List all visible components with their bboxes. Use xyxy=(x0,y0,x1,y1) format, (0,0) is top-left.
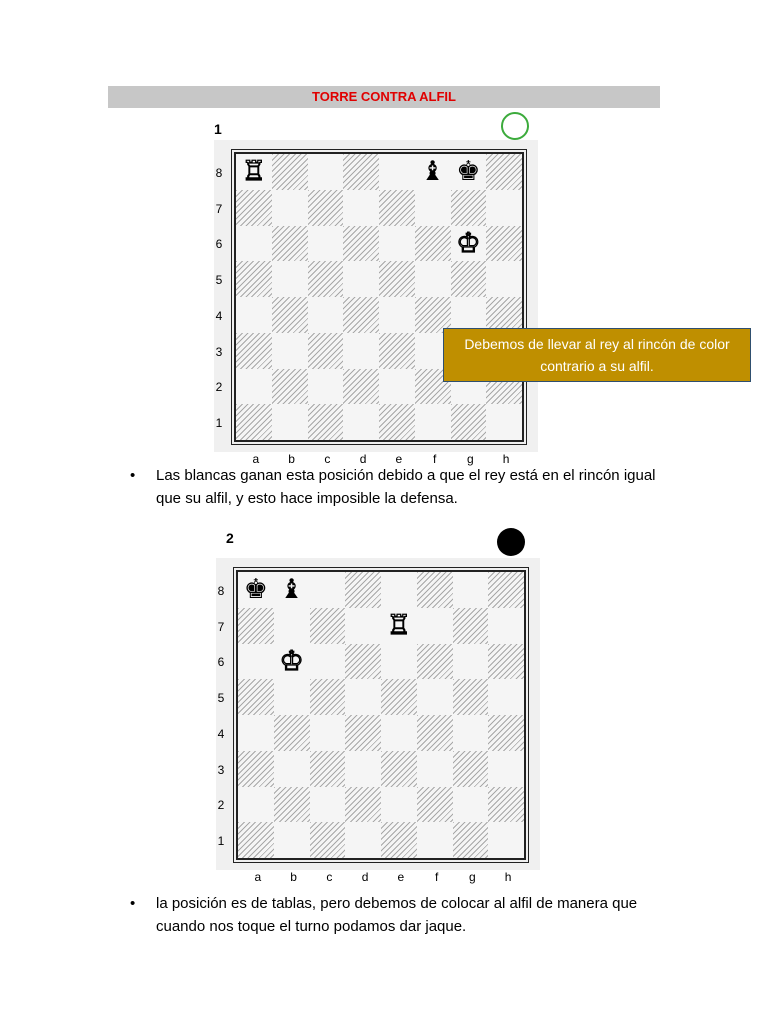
square-a7 xyxy=(236,190,272,226)
square-f1 xyxy=(417,822,453,858)
chess-piece-icon: ♔ xyxy=(456,227,481,259)
file-label: f xyxy=(434,870,439,884)
square-g8 xyxy=(453,572,489,608)
square-f5 xyxy=(415,261,451,297)
square-a6 xyxy=(238,644,274,680)
file-label: f xyxy=(432,452,437,466)
square-c4 xyxy=(308,297,344,333)
square-a2 xyxy=(238,787,274,823)
square-d3 xyxy=(343,333,379,369)
square-d1 xyxy=(345,822,381,858)
rank-label: 2 xyxy=(217,798,225,813)
square-a1 xyxy=(236,404,272,440)
diagram-number-1: 1 xyxy=(214,121,222,137)
square-f1 xyxy=(415,404,451,440)
square-a8 xyxy=(238,572,274,608)
square-d4 xyxy=(343,297,379,333)
file-label: h xyxy=(504,870,512,884)
chess-diagram-2 xyxy=(216,558,540,884)
square-a3 xyxy=(238,751,274,787)
black-to-move-indicator xyxy=(497,528,525,556)
square-e7 xyxy=(379,190,415,226)
square-c5 xyxy=(308,261,344,297)
square-c5 xyxy=(310,679,346,715)
file-label: d xyxy=(361,870,369,884)
square-d4 xyxy=(345,715,381,751)
square-e7 xyxy=(381,608,417,644)
square-a5 xyxy=(236,261,272,297)
chess-piece-icon: ♔ xyxy=(279,645,304,677)
square-d3 xyxy=(345,751,381,787)
square-b7 xyxy=(272,190,308,226)
square-b8 xyxy=(272,154,308,190)
chess-piece-icon: ♖ xyxy=(386,610,411,642)
square-h3 xyxy=(488,751,524,787)
square-a5 xyxy=(238,679,274,715)
chess-piece-icon: ♚ xyxy=(456,156,481,188)
file-label: b xyxy=(290,870,297,884)
rank-label: 4 xyxy=(215,308,223,323)
chess-piece-icon: ♝ xyxy=(279,574,304,606)
rank-label: 3 xyxy=(217,762,225,777)
square-g2 xyxy=(453,787,489,823)
rank-label: 1 xyxy=(217,834,225,849)
file-label: a xyxy=(252,452,260,466)
bullet-text-2: la posición es de tablas, pero debemos de colocar al alfil de manera que cuando nos toque el turno podamos dar jaque. xyxy=(156,895,638,935)
file-label: c xyxy=(326,870,333,884)
square-f8 xyxy=(417,572,453,608)
square-g3 xyxy=(453,751,489,787)
rank-label: 7 xyxy=(217,619,225,634)
square-b4 xyxy=(272,297,308,333)
file-label: c xyxy=(324,452,331,466)
square-g5 xyxy=(451,261,487,297)
chess-diagram-1 xyxy=(214,140,538,466)
square-a7 xyxy=(238,608,274,644)
square-c3 xyxy=(310,751,346,787)
rank-label: 1 xyxy=(215,416,223,431)
file-label: g xyxy=(467,452,474,466)
square-c8 xyxy=(310,572,346,608)
square-h2 xyxy=(488,787,524,823)
bullet-dot-icon: • xyxy=(130,895,136,912)
square-b6 xyxy=(272,226,308,262)
rank-label: 3 xyxy=(215,344,223,359)
square-g6 xyxy=(453,644,489,680)
square-e3 xyxy=(379,333,415,369)
square-f8 xyxy=(415,154,451,190)
square-f7 xyxy=(417,608,453,644)
square-h1 xyxy=(488,822,524,858)
square-c7 xyxy=(308,190,344,226)
square-a1 xyxy=(238,822,274,858)
square-b5 xyxy=(272,261,308,297)
square-c2 xyxy=(308,369,344,405)
square-e1 xyxy=(379,404,415,440)
square-h4 xyxy=(488,715,524,751)
square-a8 xyxy=(236,154,272,190)
square-b4 xyxy=(274,715,310,751)
square-d8 xyxy=(345,572,381,608)
rank-label: 6 xyxy=(217,655,225,670)
file-label: e xyxy=(395,452,403,466)
square-f6 xyxy=(415,226,451,262)
file-label: b xyxy=(288,452,295,466)
square-e5 xyxy=(381,679,417,715)
square-g8 xyxy=(451,154,487,190)
square-a3 xyxy=(236,333,272,369)
square-g7 xyxy=(451,190,487,226)
square-e2 xyxy=(381,787,417,823)
square-f6 xyxy=(417,644,453,680)
square-h6 xyxy=(488,644,524,680)
square-e1 xyxy=(381,822,417,858)
square-h5 xyxy=(486,261,522,297)
square-f5 xyxy=(417,679,453,715)
square-e6 xyxy=(381,644,417,680)
square-d5 xyxy=(345,679,381,715)
square-e3 xyxy=(381,751,417,787)
file-label: g xyxy=(469,870,476,884)
white-to-move-indicator xyxy=(501,112,529,140)
file-label: h xyxy=(502,452,510,466)
square-a2 xyxy=(236,369,272,405)
square-c1 xyxy=(308,404,344,440)
square-b6 xyxy=(274,644,310,680)
square-d5 xyxy=(343,261,379,297)
square-h7 xyxy=(488,608,524,644)
square-d2 xyxy=(345,787,381,823)
bullet-text-1: Las blancas ganan esta posición debido a que el rey está en el rincón igual que su alfil, y esto hace imposible la defensa. xyxy=(156,467,656,507)
square-b5 xyxy=(274,679,310,715)
rank-label: 7 xyxy=(215,201,223,216)
square-f7 xyxy=(415,190,451,226)
square-h1 xyxy=(486,404,522,440)
square-g6 xyxy=(451,226,487,262)
square-d8 xyxy=(343,154,379,190)
square-e4 xyxy=(379,297,415,333)
chess-board xyxy=(236,570,526,860)
square-g7 xyxy=(453,608,489,644)
chess-piece-icon: ♚ xyxy=(243,574,268,606)
square-h7 xyxy=(486,190,522,226)
square-c7 xyxy=(310,608,346,644)
square-b1 xyxy=(272,404,308,440)
square-c8 xyxy=(308,154,344,190)
square-c6 xyxy=(308,226,344,262)
square-d1 xyxy=(343,404,379,440)
rank-label: 8 xyxy=(215,165,223,180)
square-b2 xyxy=(272,369,308,405)
square-b3 xyxy=(272,333,308,369)
rank-label: 6 xyxy=(215,237,223,252)
square-b7 xyxy=(274,608,310,644)
square-d7 xyxy=(343,190,379,226)
square-g5 xyxy=(453,679,489,715)
square-d7 xyxy=(345,608,381,644)
bullet-dot-icon: • xyxy=(130,467,136,484)
square-d6 xyxy=(343,226,379,262)
square-h8 xyxy=(488,572,524,608)
square-b8 xyxy=(274,572,310,608)
rank-label: 5 xyxy=(217,691,225,706)
square-d2 xyxy=(343,369,379,405)
square-h5 xyxy=(488,679,524,715)
square-c4 xyxy=(310,715,346,751)
rank-label: 5 xyxy=(215,273,223,288)
square-b2 xyxy=(274,787,310,823)
square-f2 xyxy=(417,787,453,823)
rank-label: 4 xyxy=(217,726,225,741)
square-h8 xyxy=(486,154,522,190)
square-g1 xyxy=(453,822,489,858)
square-h6 xyxy=(486,226,522,262)
square-b1 xyxy=(274,822,310,858)
square-c3 xyxy=(308,333,344,369)
square-b3 xyxy=(274,751,310,787)
diagram-number-2: 2 xyxy=(226,530,234,546)
square-a4 xyxy=(236,297,272,333)
square-d6 xyxy=(345,644,381,680)
square-e2 xyxy=(379,369,415,405)
square-f4 xyxy=(417,715,453,751)
square-g1 xyxy=(451,404,487,440)
file-label: e xyxy=(397,870,405,884)
square-e5 xyxy=(379,261,415,297)
rank-label: 8 xyxy=(217,583,225,598)
document-title: TORRE CONTRA ALFIL xyxy=(108,86,660,108)
square-e8 xyxy=(379,154,415,190)
square-g4 xyxy=(453,715,489,751)
square-e4 xyxy=(381,715,417,751)
square-e6 xyxy=(379,226,415,262)
square-c2 xyxy=(310,787,346,823)
rank-label: 2 xyxy=(215,380,223,395)
square-c6 xyxy=(310,644,346,680)
chess-board xyxy=(234,152,524,442)
square-a4 xyxy=(238,715,274,751)
square-f3 xyxy=(417,751,453,787)
file-label: d xyxy=(359,452,367,466)
file-label: a xyxy=(254,870,262,884)
chess-piece-icon: ♝ xyxy=(420,156,445,188)
chess-piece-icon: ♖ xyxy=(241,156,266,188)
square-e8 xyxy=(381,572,417,608)
note-callout: Debemos de llevar al rey al rincón de color contrario a su alfil. xyxy=(443,328,751,382)
square-a6 xyxy=(236,226,272,262)
square-c1 xyxy=(310,822,346,858)
